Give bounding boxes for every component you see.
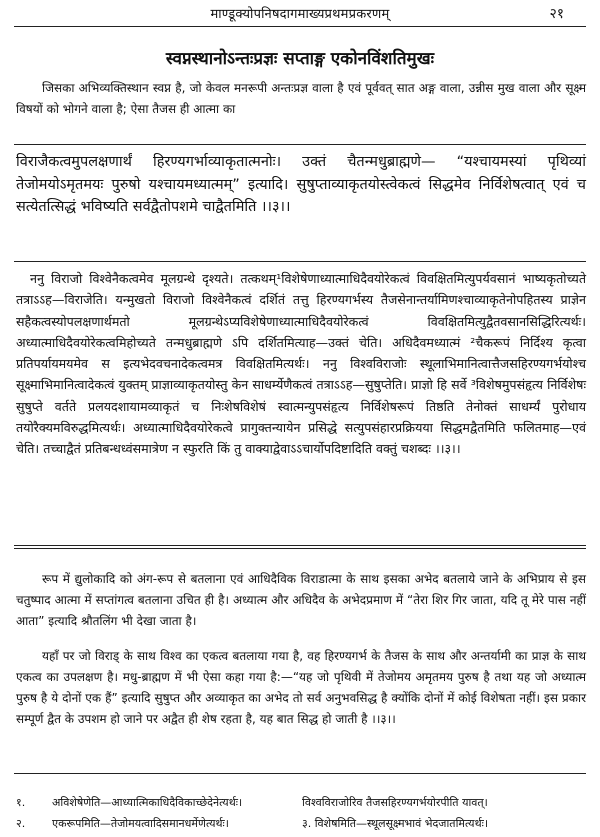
footnote-row [16, 813, 586, 834]
hindi-translation: जिसका अभिव्यक्तिस्थान स्वप्न है, जो केवल मनरूपी अन्तःप्रज्ञ वाला है एवं पूर्ववत् सात अङ्ग वाला, उन्नीस मुख वाला और सूक्ष्म विषयों को भोगने वाला है; ऐसा तैजस ही आत्मा का [16, 81, 586, 116]
footnotes [16, 792, 586, 834]
footnote-text: एकरूपमिति—तेजोमयत्वादिसमानधर्मेणेत्यर्थः। [52, 817, 229, 830]
footnote-rule [14, 773, 586, 774]
section-rule [14, 144, 586, 145]
footnote-text: विश्वविराजोरिव तैजसहिरण्यगर्भयोरपीति यावत्। [302, 796, 488, 809]
section-double-rule [14, 548, 586, 549]
page-number: २१ [549, 6, 564, 22]
footnote-row [16, 792, 586, 813]
section-rule [14, 545, 586, 546]
verse-heading: स्वप्नस्थानोऽन्तःप्रज्ञः सप्ताङ्ग एकोनविंशतिमुखः [165, 49, 435, 69]
section-rule [14, 261, 586, 262]
footnote-number: १. [16, 796, 26, 809]
header-rule [14, 26, 586, 27]
hindi-paragraph: यहाँ पर जो विराड् के साथ विश्व का एकत्व बतलाया गया है, वह हिरण्यगर्भ के तैजस के साथ और अन्तर्यामी का प्राज्ञ के साथ एकत्व का उपलक्षण है। मधु-ब्राह्मण में भी ऐसा कहा गया है:—“यह जो पृथिवी में तेजोमय अमृतमय पुरुष है तथा यह जो अध्यात्म पुरुष है ये दोनों एक हैं” इत्यादि सुषुप्त और अव्याकृत का अभेद तो सर्व अनुभवसिद्ध है क्योंकि दोनों में कोई विशेषता नहीं। इस प्रकार सम्पूर्ण द्वैत के उपशम हो जाने पर अद्वैत ही शेष रहता है, यह बात सिद्ध हो जाती है ।।३।। [16, 649, 586, 726]
footnote-text: अविशेषेणेति—आध्यात्मिकाधिदैविकाच्छेदेनेत्यर्थः। [52, 796, 243, 809]
footnote-text: ३. विशेषमिति—स्थूलसूक्ष्मभावं भेदजातमित्यर्थः। [302, 817, 488, 830]
bhashya-text: विराजैकत्वमुपलक्षणार्थं हिरण्यगर्भाव्याकृतात्मनोः। उक्तं चैतन्मधुब्राह्मणे— “यश्चायमस्यां पृथिव्यां तेजोमयोऽमृतमयः पुरुषो यश्चायमध्यात्मम्” इत्यादि। सुषुप्ताव्याकृतयोस्त्वेकत्वं सिद्धमेव निर्विशेषत्वात् एवं च सत्येतत्सिद्धं भविष्यति सर्वद्वैतोपशमे चाद्वैतमिति ।।३।। [16, 154, 586, 215]
footnote-number: २. [16, 817, 26, 830]
commentary-text: ननु विराजो विश्वेनैकत्वमेव मूलग्रन्थे दृश्यते। तत्कथम्¹विशेषेणाध्यात्माधिदैवयोरेकत्वं विवक्षितमित्युपर्यवसानं भाष्यकृतोच्यते तत्राऽऽह—विराजेति। यन्मुखतो विराजो विश्वेनैकत्वं दर्शितं तत्तु हिरण्यगर्भस्य तैजसेनान्तर्यामिणश्चाव्याकृतेनोपहितस्य प्राज्ञेन सहैकत्वस्योपलक्षणार्थमतो मूलग्रन्थेऽप्यविशेषेणाध्यात्माधिदैवयोरेकत्वं विवक्षितमित्युद्वैतवसानसिद्धिरित्यर्थः। अध्यात्माधिदैवयोरेकत्वमिहोच्यते तन्मधुब्राह्मणे ऽपि दर्शितमित्याह—उक्तं चेति। अधिदैवमध्यात्मं ²चैकरूपं निर्दिश्य कृत्वा प्रतिपर्यायमयमेव स इत्यभेदवचनादेकत्वमत्र विवक्षितमित्यर्थः। ननु विश्वविराजोः स्थूलाभिमानित्वात्तैजसहिरण्यगर्भयोश्च सूक्ष्माभिमानित्वादेकत्वं युक्तम् प्राज्ञाव्याकृतयोस्तु केन साधर्म्येणैकत्वं तत्राऽऽह—सुषुप्तेति। प्राज्ञो हि सर्वे ³विशेषमुपसंहृत्य निर्विशेषः सुषुप्ते वर्तते प्रलयदशायामव्याकृतं च निःशेषविशेषं स्वात्मन्युपसंहृत्य निर्विशेषरूपं तिष्ठति तेनोक्तं साधर्म्यं पुरोधाय तयोरैक्यमविरुद्धमित्यर्थः। अध्यात्माधिदैवयोरेकत्वे प्रागुक्तन्यायेन प्रसिद्धे सत्युपसंहारप्रक्रियया सिद्धमद्वैतमिति फलितमाह—एवं चेति। तच्चाद्वैतं प्रतिबन्धध्वंसमात्रेण न स्फुरति किं तु वाक्याद्वेवाऽऽचार्योपदिष्टादिति वक्तुं चशब्दः ।।३।। [16, 271, 586, 457]
running-header: माण्डूक्योपनिषदागमाख्यप्रथमप्रकरणम् [210, 7, 390, 22]
hindi-paragraph: रूप में द्युलोकादि को अंग-रूप से बतलाना एवं आधिदैविक विराडात्मा के साथ इसका अभेद बतलाये जाने के अभिप्राय से इस चतुष्पाद आत्मा में सप्तांगत्व बतलाना उचित ही है। अध्यात्म और अधिदैव के अभेदप्रमाण में “तेरा शिर गिर जाता, यदि तू मेरे पास नहीं आता” इत्यादि श्रौतलिंग भी देखा जाता है। [16, 572, 586, 628]
